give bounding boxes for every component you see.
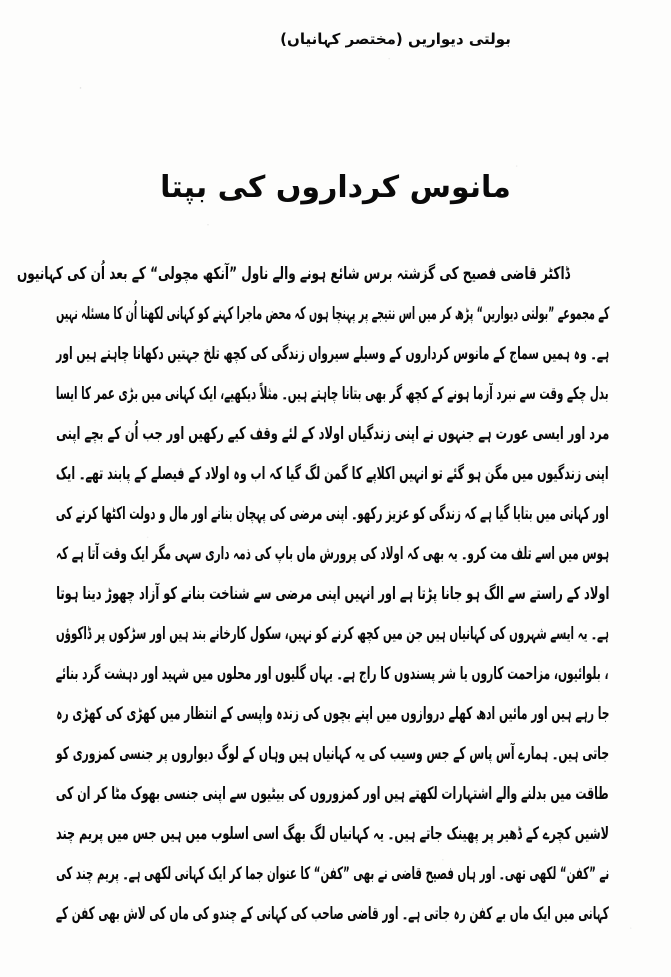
body-line-text: ہے۔ یہ ایسے شہروں کی کہانیاں ہیں جن میں کچھ کرنے کو نہیں، سکول کارخانے بند ہیں اور سڑکوں پر ڈاکوؤں	[55, 623, 609, 644]
body-line	[56, 283, 609, 323]
body-line	[56, 443, 609, 483]
body-line-text: بدل چکے وقت سے نبرد آزما ہونے کے کچھ گر بھی بتانا چاہتے ہیں۔ مثلاً دیکھیے، ایک کہانی میں بڑی عمر کا ایسا	[56, 383, 609, 404]
body-line-text: طاقت میں بدلنے والے اشتہارات لکھتے ہیں اور کمزوروں کی بیٹیوں سے اپنی جنسی بھوک مٹا کر ان کی	[56, 783, 609, 804]
body-line	[56, 843, 609, 883]
body-line-text: جا رہے ہیں اور مائیں ادھ کھلے دروازوں میں اپنے بچوں کی زندہ واپسی کے انتظار میں کھڑی کی کھڑی رہ	[55, 703, 609, 724]
body-line-text: اولاد کے راستے سے الگ ہو جانا پڑتا ہے اور انہیں اپنی مرضی سے شناخت بنانے کو آزاد چھوڑ دینا ہوتا	[55, 583, 609, 604]
body-line	[56, 363, 609, 403]
body-line	[56, 563, 609, 603]
body-line	[56, 683, 609, 723]
body-line	[56, 883, 609, 923]
body-line-text: نے ”کفن“ لکھی تھی۔ اور ہاں فصیح قاضی نے بھی ”کفن“ کا عنوان جما کر ایک کہانی لکھی ہے۔ پریم چند کی	[55, 863, 609, 884]
body-line	[56, 323, 609, 363]
body-line-text: کہانی میں ایک ماں بے کفن رہ جاتی ہے۔ اور قاضی صاحب کی کہانی کے چندو کی ماں کی لاش بھی کفن کے	[56, 903, 609, 924]
body-line-text: جاتی ہیں۔ ہمارے آس پاس کے جس وسیب کی یہ کہانیاں ہیں وہاں کے لوگ دیواروں پر جنسی کمزوری کو	[55, 743, 609, 764]
body-line	[56, 803, 609, 843]
body-line	[56, 723, 609, 763]
body-line-text: ہوس میں اسے تلف مت کرو۔ یہ بھی کہ اولاد کی پرورش ماں باپ کی ذمہ داری سہی مگر ایک وقت آتا ہے کہ	[55, 543, 609, 564]
body-line-text: لاشیں کچرے کے ڈھیر پر پھینک جاتے ہیں۔ یہ کہانیاں لگ بھگ اسی اسلوب میں ہیں جس میں پریم چند	[56, 823, 609, 844]
body-text	[17, 243, 609, 924]
body-line	[17, 243, 609, 284]
body-line-text: اور کہانی میں بتایا گیا ہے کہ زندگی کو عزیز رکھو۔ اپنی مرضی کی پہچان بنانے اور مال و دولت اکٹھا کرنے کی	[56, 503, 609, 524]
body-line-text: اپنی زندگیوں میں مگن ہو گئے تو انہیں اکلاپے کا گمن لگ گیا کہ اب وہ اولاد کے فیصلے کے پابند تھے۔ ایک	[56, 463, 609, 484]
body-line	[56, 603, 609, 643]
body-line-text: ، بلوائیوں، مزاحمت کاروں یا شر پسندوں کا راج ہے۔ یہاں گلیوں اور محلوں میں شہید اور دہشت گرد بنائے	[56, 663, 609, 684]
body-line-text: کے مجموعے ”بولتی دیواریں“ پڑھ کر میں اس نتیجے پر پہنچا ہوں کہ محض ماجرا کہنے کو کہانی لکھنا اُن کا مسئلہ نہیں	[55, 303, 609, 324]
body-line-text: ہے۔ وہ ہمیں سماج کے مانوس کرداروں کے وسیلے سیرواں زندگی کی کچھ تلخ جہتیں دکھانا چاہتے ہیں اور	[55, 343, 609, 364]
page-title: مانوس کرداروں کی بپتا	[160, 170, 511, 206]
body-line	[56, 763, 609, 803]
body-line-text: ڈاکٹر قاضی فصیح کی گزشتہ برس شائع ہونے والے ناول ”آنکھ مچولی“ کے بعد اُن کی کہانیوں	[17, 263, 571, 284]
title-block	[0, 148, 671, 229]
body-line-text: مرد اور ایسی عورت ہے جنہوں نے اپنی زندگیاں اولاد کے لئے وقف کیے رکھیں اور جب اُن کے بچے اپنی	[55, 423, 609, 444]
body-line	[56, 483, 609, 523]
body-line	[56, 643, 609, 683]
body-line	[56, 403, 609, 443]
body-line	[56, 523, 609, 563]
running-header: بولتی دیواریں (مختصر کہانیاں)	[280, 30, 511, 48]
